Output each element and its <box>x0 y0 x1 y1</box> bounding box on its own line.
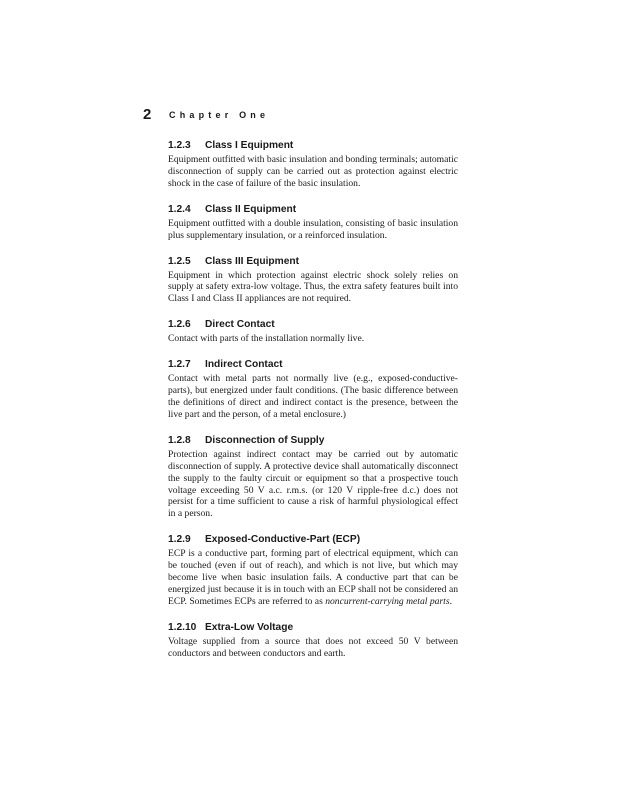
section-1-2-4 <box>168 203 458 242</box>
section-1-2-9 <box>168 533 458 608</box>
section-heading <box>168 139 458 152</box>
section-body-text: ECP is a conductive part, forming part of electrical equipment, which can be touched (even if out of reach), and which is not live, but which may become live when basic insulation fails. A conductive part that can be energized just because it is in touch with an ECP shall not be considered an ECP. Sometimes ECPs are referred to as <box>168 548 458 607</box>
section-number: 1.2.7 <box>168 359 191 371</box>
section-title: Exposed-Conductive-Part (ECP) <box>205 534 361 546</box>
section-heading <box>168 318 458 331</box>
section-body: Contact with parts of the installation normally live. <box>168 333 365 345</box>
section-title: Disconnection of Supply <box>205 434 325 446</box>
section-title: Class I Equipment <box>205 140 294 151</box>
section-body: Equipment outfitted with a double insulation, consisting of basic insulation plus supplementary insulation, or a reinforced insulation. <box>168 217 458 241</box>
section-number: 1.2.9 <box>168 534 191 546</box>
section-number: 1.2.4 <box>168 203 191 215</box>
section-title: Direct Contact <box>205 319 275 331</box>
section-heading <box>168 434 458 447</box>
section-number: 1.2.6 <box>168 319 191 331</box>
section-body: Equipment outfitted with basic insulation and bonding terminals; automatic disconnection of supply can be carried out as protection against electric shock in the case of failure of the basic insulation. <box>168 154 458 189</box>
section-number: 1.2.5 <box>168 255 191 267</box>
section-title: Class III Equipment <box>205 255 299 267</box>
section-heading <box>168 255 458 268</box>
section-1-2-10 <box>168 621 458 660</box>
section-heading <box>168 533 458 546</box>
section-body: Voltage supplied from a source that does not exceed 50 V between conductors and between conductors and earth. <box>168 635 458 659</box>
section-1-2-5 <box>168 255 458 306</box>
section-heading <box>168 203 458 216</box>
section-body <box>168 548 458 608</box>
section-1-2-6 <box>168 318 458 345</box>
section-1-2-3 <box>168 139 458 190</box>
chapter-title: Chapter One <box>169 110 270 120</box>
section-1-2-7 <box>168 358 458 421</box>
section-title: Extra-Low Voltage <box>205 621 294 633</box>
page-number: 2 <box>143 106 152 123</box>
page-content <box>168 139 458 673</box>
section-heading <box>168 358 458 371</box>
section-title: Indirect Contact <box>205 359 283 371</box>
section-body-emphasis: noncurrent-carrying metal parts <box>325 595 450 607</box>
section-1-2-8 <box>168 434 458 520</box>
section-number: 1.2.8 <box>168 434 191 446</box>
section-body-end: . <box>449 595 452 607</box>
section-number: 1.2.3 <box>168 140 191 151</box>
section-body: Protection against indirect contact may be carried out by automatic disconnection of supply. A protective device shall automatically disconnect the supply to the faulty circuit or equipment so that a prospective touch voltage exceeding 50 V a.c. r.m.s. (or 120 V ripple-free d.c.) does not persist for a time sufficient to cause a risk of harmful physiological effect in a person. <box>168 448 458 520</box>
section-title: Class II Equipment <box>205 203 297 215</box>
section-heading <box>168 621 458 634</box>
section-body: Contact with metal parts not normally live (e.g., exposed-conductive-parts), but energized under fault conditions. (The basic difference between the definitions of direct and indirect contact is the presence, between the live part and the person, of a metal enclosure.) <box>168 373 458 420</box>
section-number: 1.2.10 <box>168 621 197 633</box>
section-body: Equipment in which protection against electric shock solely relies on supply at safety extra-low voltage. Thus, the extra safety features built into Class I and Class II appliances are not required. <box>168 269 458 305</box>
